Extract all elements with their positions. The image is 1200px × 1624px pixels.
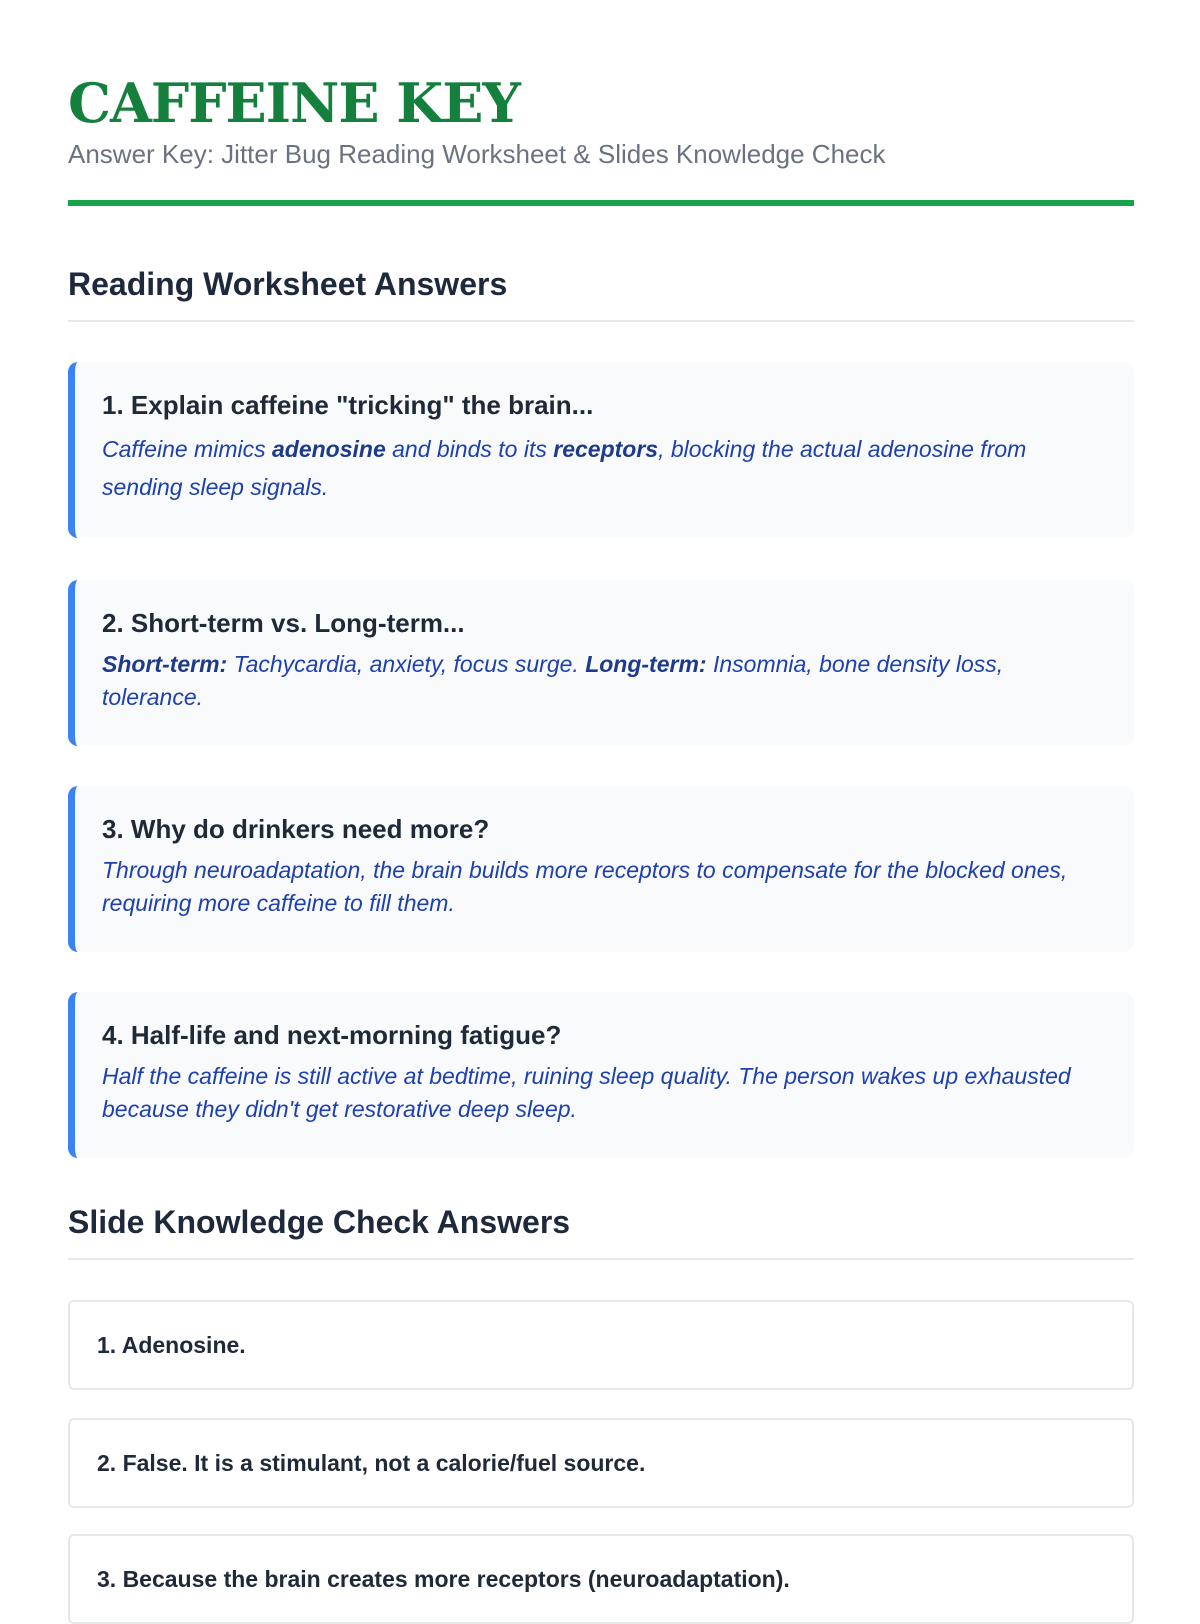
slide-answer-2: 2. False. It is a stimulant, not a calorie/fuel source. [97,1449,646,1476]
answer-keyword-receptors: receptors [553,436,659,462]
answer-label-short-term: Short-term: [102,651,228,677]
reading-answer-3: Through neuroadaptation, the brain builds more receptors to compensate for the blocked ones, requiring more caffeine to fill them. [102,857,1068,916]
reading-answer-card-2 [68,580,1134,746]
page-title: CAFFEINE KEY [68,71,520,135]
answer-keyword-adenosine: adenosine [271,436,386,462]
reading-question-2: 2. Short-term vs. Long-term... [102,608,465,638]
slides-section-divider [68,1258,1134,1260]
reading-answer-4: Half the caffeine is still active at bedtime, ruining sleep quality. The person wakes up exhausted because they didn't get restorative deep sleep. [102,1063,1071,1122]
page-subtitle: Answer Key: Jitter Bug Reading Worksheet & Slides Knowledge Check [68,139,886,169]
answer-label-long-term: Long-term: [585,651,707,677]
reading-section-divider [68,320,1134,322]
slide-answer-card-1 [68,1300,1134,1390]
title-divider [68,200,1134,206]
slide-answer-3: 3. Because the brain creates more receptors (neuroadaptation). [97,1565,790,1592]
slides-section-heading: Slide Knowledge Check Answers [68,1204,571,1240]
reading-answer-card-4 [68,992,1134,1158]
reading-question-4: 4. Half-life and next-morning fatigue? [102,1020,562,1050]
slide-answer-card-2 [68,1418,1134,1508]
reading-answer-1: Caffeine mimics adenosine and binds to its receptors, blocking the actual adenosine from sending sleep signals. [102,436,1027,500]
reading-section-heading: Reading Worksheet Answers [68,266,508,302]
reading-answer-card-3 [68,786,1134,952]
reading-answer-2: Short-term: Tachycardia, anxiety, focus surge. Long-term: Insomnia, bone density loss, tolerance. [102,651,1004,710]
slide-answer-1: 1. Adenosine. [97,1331,246,1358]
reading-answer-card-1 [68,362,1134,538]
reading-question-3: 3. Why do drinkers need more? [102,814,490,844]
slide-answer-card-3 [68,1534,1134,1624]
reading-question-1: 1. Explain caffeine "tricking" the brain... [102,390,594,420]
